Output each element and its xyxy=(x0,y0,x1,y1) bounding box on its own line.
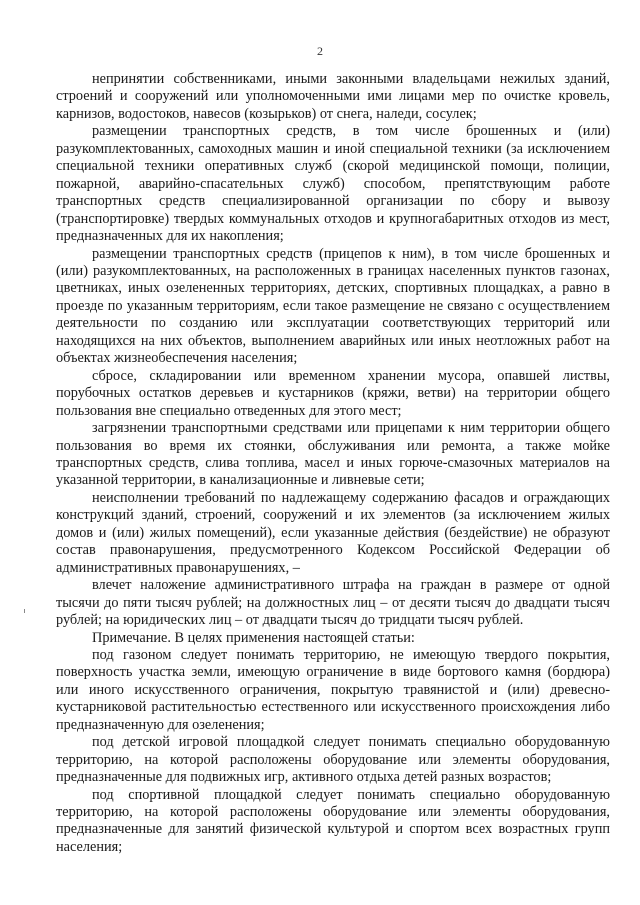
paragraph: размещении транспортных средств, в том числе брошенных и (или) разукомплектованных, самоходных машин и иной специальной техники (за исключением специальной техники оперативных служб (скорой медицинской помощи, полиции, пожарной, аварийно-спасательных служб) способом, препятствующим работе транспортных средств специализированной организации по сбору и вывозу (транспортировке) твердых коммунальных отходов и крупногабаритных отходов из мест, предназначенных для их накопления; xyxy=(56,123,610,245)
paragraph: размещении транспортных средств (прицепов к ним), в том числе брошенных и (или) разукомплектованных, на расположенных в границах населенных пунктов газонах, цветниках, иных озелененных территориях, детских, спортивных площадках, а равно в проезде по указанным территориям, если такое размещение не связано с осуществлением деятельности по созданию или эксплуатации соответствующих территорий или находящихся на них объектов, выполнением аварийных или иных неотложных работ на объектах жизнеобеспечения населения; xyxy=(56,245,610,367)
paragraph: непринятии собственниками, иными законными владельцами нежилых зданий, строений и сооружений или уполномоченными ими лицами мер по очистке кровель, карнизов, водостоков, навесов (козырьков) от снега, наледи, сосулек; xyxy=(56,71,610,122)
note-heading: Примечание. В целях применения настоящей статьи: xyxy=(92,629,415,646)
paragraph: влечет наложение административного штрафа на граждан в размере от одной тысячи до пяти тысяч рублей; на должностных лиц – от десяти тысяч до двадцати тысяч рублей; на юридических лиц – от двадцати тысяч до тридцати тысяч рублей. xyxy=(56,577,610,629)
page-number: 2 xyxy=(317,44,323,58)
document-body xyxy=(56,71,610,856)
paragraph: под детской игровой площадкой следует понимать специально оборудованную территорию, на которой расположены оборудование или элементы оборудования, предназначенные для подвижных игр, активного отдыха детей разных возрастов; xyxy=(56,734,610,786)
paragraph: сбросе, складировании или временном хранении мусора, опавшей листвы, порубочных остатков деревьев и кустарников (кряжи, ветви) на территории общего пользования вне специально отведенных для этого мест; xyxy=(56,367,610,419)
paragraph: загрязнении транспортными средствами или прицепами к ним территории общего пользования во время их стоянки, обслуживания или ремонта, а также мойке транспортных средств, слива топлива, масел и иных горюче-смазочных материалов на указанной территории, в канализационные и ливневые сети; xyxy=(56,420,610,489)
margin-mark xyxy=(24,609,25,613)
paragraph: под газоном следует понимать территорию, не имеющую твердого покрытия, поверхность участка земли, имеющую ограничение в виде бортового камня (бордюра) или иного искусственного ограничения, покрытую травянистой и (или) древесно-кустарниковой растительностью естественного или искусственного происхождения либо предназначенную для озеленения; xyxy=(56,646,610,733)
paragraph: под спортивной площадкой следует понимать специально оборудованную территорию, на которой расположены оборудование или элементы оборудования, предназначенные для занятий физической культурой и спортом всех возрастных групп населения; xyxy=(56,786,610,855)
paragraph: неисполнении требований по надлежащему содержанию фасадов и ограждающих конструкций зданий, строений, сооружений и их элементов (за исключением жилых домов и (или) жилых помещений), если указанные действия (бездействие) не образуют состав правонарушения, предусмотренного Кодексом Российской Федерации об административных правонарушениях, – xyxy=(56,489,610,576)
